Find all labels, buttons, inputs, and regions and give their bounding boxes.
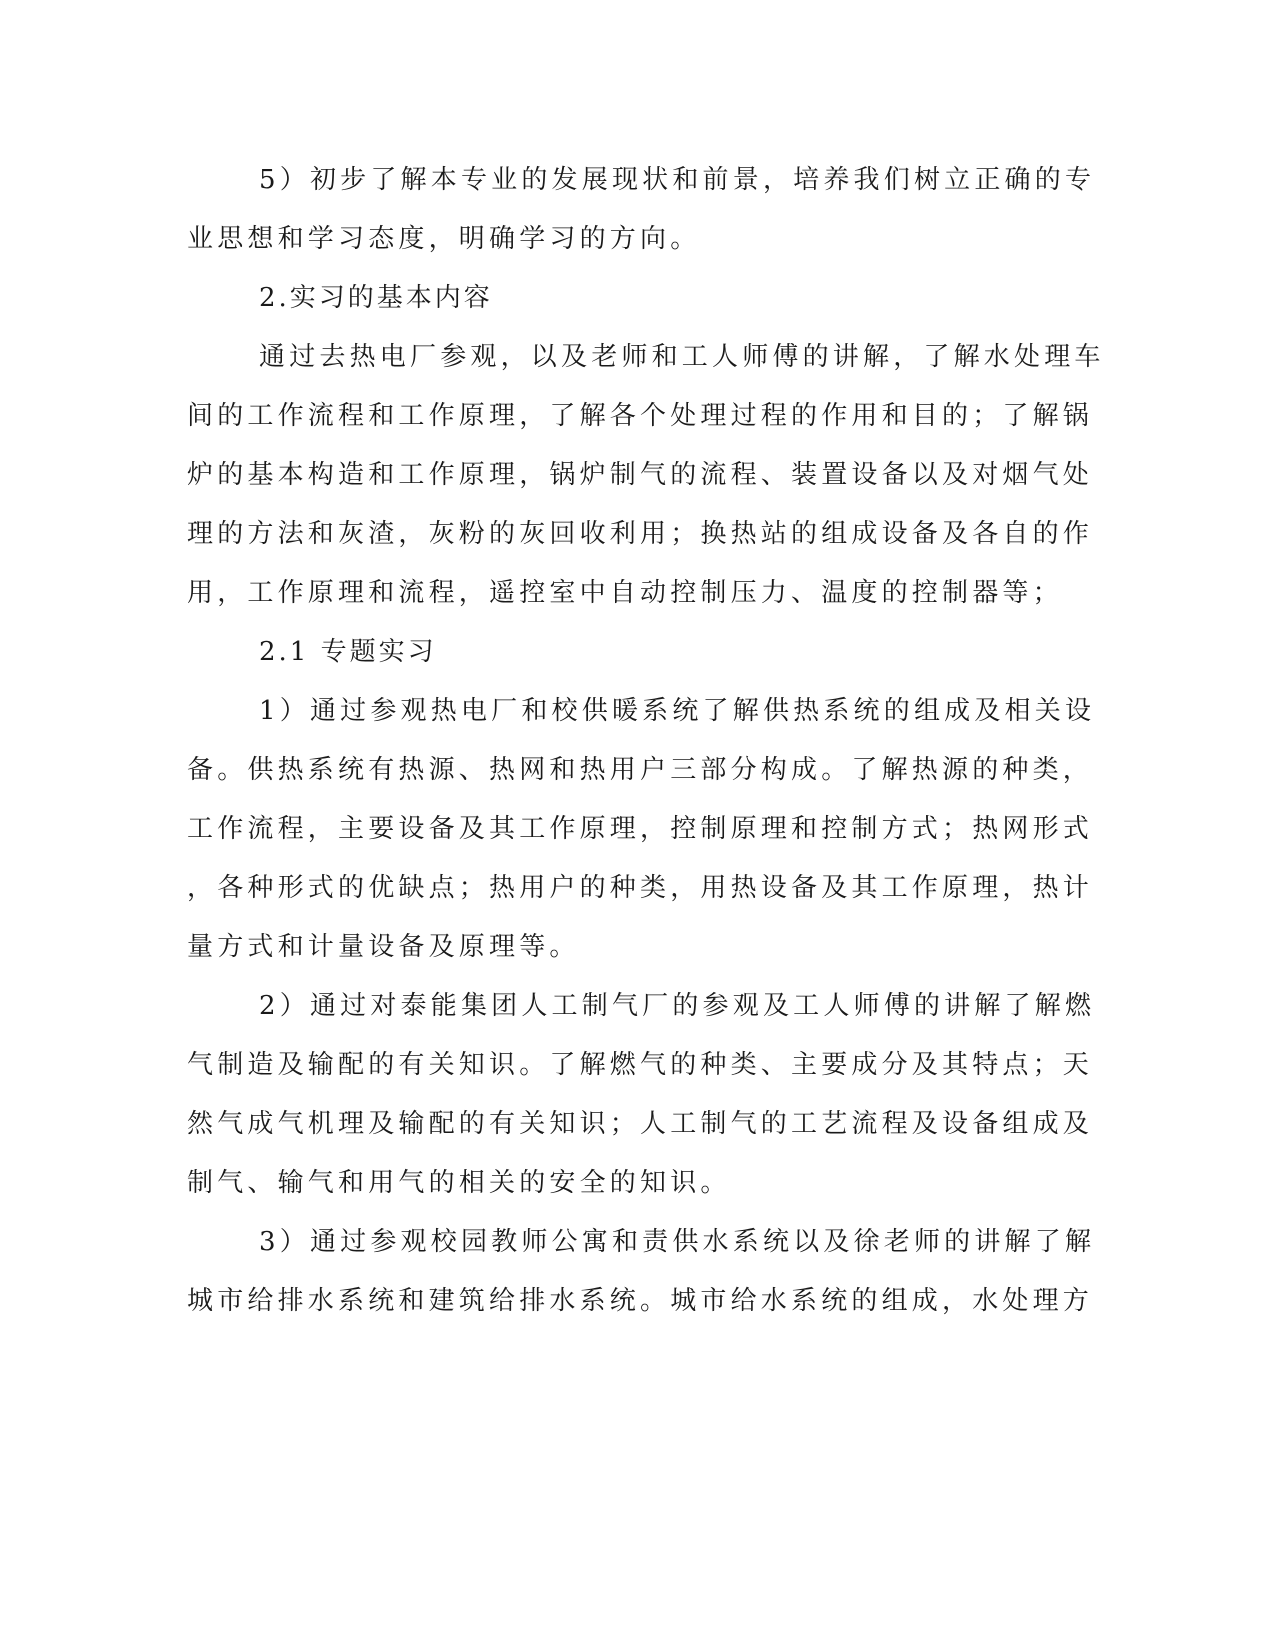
paragraph-line: 制气、输气和用气的相关的安全的知识。	[187, 1168, 731, 1198]
paragraph-line: 1）通过参观热电厂和校供暖系统了解供热系统的组成及相关设	[259, 696, 1096, 726]
paragraph-line: 5）初步了解本专业的发展现状和前景，培养我们树立正确的专	[259, 165, 1096, 195]
subsection-heading: 2.1 专题实习	[259, 637, 437, 667]
paragraph-line: 工作流程，主要设备及其工作原理，控制原理和控制方式；热网形式	[187, 814, 1094, 844]
paragraph-line: 业思想和学习态度，明确学习的方向。	[187, 224, 701, 254]
paragraph-line: 备。供热系统有热源、热网和热用户三部分构成。了解热源的种类，	[187, 755, 1094, 785]
paragraph-line: 然气成气机理及输配的有关知识；人工制气的工艺流程及设备组成及	[187, 1109, 1094, 1139]
paragraph-line: 炉的基本构造和工作原理，锅炉制气的流程、装置设备以及对烟气处	[187, 460, 1094, 490]
paragraph-line: 气制造及输配的有关知识。了解燃气的种类、主要成分及其特点；天	[187, 1050, 1094, 1080]
section-heading: 2.实习的基本内容	[259, 283, 493, 313]
paragraph-line: ，各种形式的优缺点；热用户的种类，用热设备及其工作原理，热计	[187, 873, 1094, 903]
paragraph-line: 城市给排水系统和建筑给排水系统。城市给水系统的组成，水处理方	[187, 1286, 1094, 1316]
paragraph-line: 用，工作原理和流程，遥控室中自动控制压力、温度的控制器等；	[187, 578, 1063, 608]
paragraph-line: 量方式和计量设备及原理等。	[187, 932, 580, 962]
paragraph-line: 2）通过对泰能集团人工制气厂的参观及工人师傅的讲解了解燃	[259, 991, 1096, 1021]
paragraph-line: 理的方法和灰渣，灰粉的灰回收利用；换热站的组成设备及各自的作	[187, 519, 1094, 549]
paragraph-line: 通过去热电厂参观，以及老师和工人师傅的讲解，了解水处理车	[259, 342, 1105, 372]
paragraph-line: 3）通过参观校园教师公寓和责供水系统以及徐老师的讲解了解	[259, 1227, 1096, 1257]
paragraph-line: 间的工作流程和工作原理，了解各个处理过程的作用和目的；了解锅	[187, 401, 1094, 431]
